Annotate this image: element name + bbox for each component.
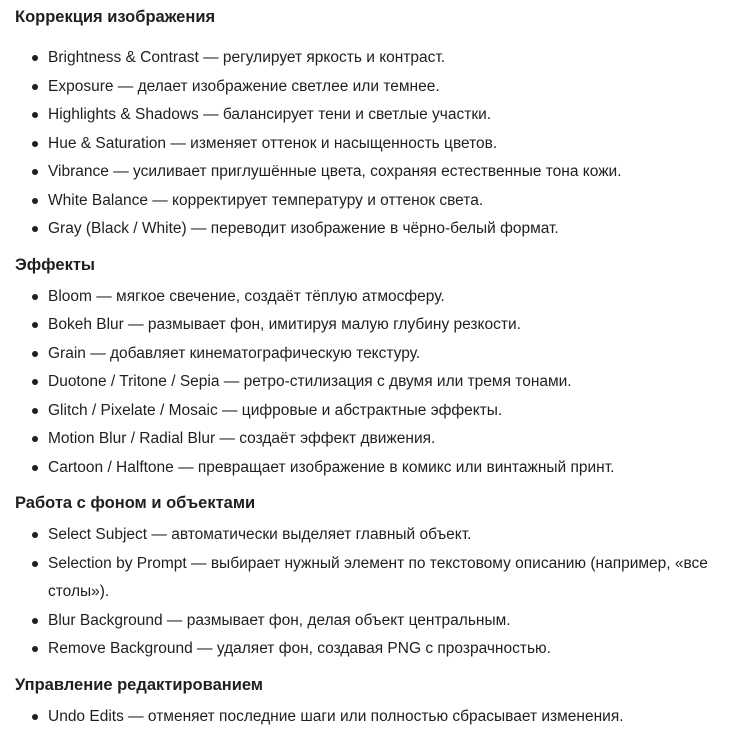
bullet-icon bbox=[32, 532, 38, 538]
section-image-correction bbox=[15, 6, 730, 244]
section-heading: Работа с фоном и объектами bbox=[15, 494, 256, 512]
list-item-text: Selection by Prompt — выбирает нужный элемент по текстовому описанию (например, «все столы»). bbox=[48, 554, 708, 600]
list-item bbox=[15, 101, 730, 130]
list-item bbox=[15, 215, 730, 244]
list-item bbox=[15, 397, 730, 426]
list-item bbox=[15, 550, 730, 607]
list-item bbox=[15, 340, 730, 369]
bullet-icon bbox=[32, 714, 38, 720]
list-item bbox=[15, 425, 730, 454]
list-item-text: Bokeh Blur — размывает фон, имитируя малую глубину резкости. bbox=[48, 316, 521, 333]
list-item bbox=[15, 703, 730, 732]
feature-list bbox=[15, 703, 730, 732]
list-item-text: Gray (Black / White) — переводит изображение в чёрно-белый формат. bbox=[48, 220, 559, 237]
bullet-icon bbox=[32, 322, 38, 328]
bullet-icon bbox=[32, 294, 38, 300]
list-item bbox=[15, 311, 730, 340]
list-item-text: Grain — добавляет кинематографическую текстуру. bbox=[48, 344, 421, 362]
list-item-text: Cartoon / Halftone — превращает изображение в комикс или винтажный принт. bbox=[48, 458, 615, 476]
bullet-icon bbox=[32, 465, 38, 471]
list-item bbox=[15, 607, 730, 636]
bullet-icon bbox=[32, 561, 38, 567]
bullet-icon bbox=[32, 84, 38, 90]
section-heading: Коррекция изображения bbox=[15, 8, 216, 26]
bullet-icon bbox=[32, 379, 38, 385]
list-item-text: Blur Background — размывает фон, делая объект центральным. bbox=[48, 611, 511, 629]
list-item bbox=[15, 187, 730, 216]
feature-list bbox=[15, 283, 730, 483]
list-item bbox=[15, 130, 730, 159]
list-item-text: Remove Background — удаляет фон, создавая PNG с прозрачностью. bbox=[48, 640, 551, 657]
list-item bbox=[15, 521, 730, 550]
list-item-text: Bloom — мягкое свечение, создаёт тёплую атмосферу. bbox=[48, 287, 445, 305]
bullet-icon bbox=[32, 198, 38, 204]
list-item-text: Undo Edits — отменяет последние шаги или полностью сбрасывает изменения. bbox=[48, 707, 624, 725]
list-item bbox=[15, 368, 730, 397]
bullet-icon bbox=[32, 112, 38, 118]
list-item bbox=[15, 283, 730, 312]
list-item bbox=[15, 635, 730, 664]
list-item-text: Glitch / Pixelate / Mosaic — цифровые и абстрактные эффекты. bbox=[48, 401, 503, 419]
list-item-text: Vibrance — усиливает приглушённые цвета, сохраняя естественные тона кожи. bbox=[48, 163, 622, 180]
bullet-icon bbox=[32, 55, 38, 61]
list-item-text: Exposure — делает изображение светлее или темнее. bbox=[48, 77, 440, 95]
bullet-icon bbox=[32, 226, 38, 232]
list-item-text: Brightness & Contrast — регулирует яркость и контраст. bbox=[48, 49, 446, 66]
bullet-icon bbox=[32, 351, 38, 357]
bullet-icon bbox=[32, 646, 38, 652]
list-item bbox=[15, 454, 730, 483]
bullet-icon bbox=[32, 408, 38, 414]
bullet-icon bbox=[32, 618, 38, 624]
feature-list bbox=[15, 44, 730, 244]
section-background-objects bbox=[15, 492, 730, 664]
feature-list bbox=[15, 521, 730, 664]
bullet-icon bbox=[32, 436, 38, 442]
section-heading: Управление редактированием bbox=[15, 675, 264, 694]
list-item bbox=[15, 44, 730, 73]
list-item-text: Hue & Saturation — изменяет оттенок и насыщенность цветов. bbox=[48, 134, 498, 152]
section-effects bbox=[15, 254, 730, 483]
list-item-text: Select Subject — автоматически выделяет главный объект. bbox=[48, 526, 472, 543]
bullet-icon bbox=[32, 141, 38, 147]
list-item bbox=[15, 158, 730, 187]
list-item-text: Motion Blur / Radial Blur — создаёт эффект движения. bbox=[48, 430, 436, 447]
list-item-text: White Balance — корректирует температуру и оттенок света. bbox=[48, 191, 484, 209]
section-heading: Эффекты bbox=[15, 255, 96, 274]
list-item-text: Highlights & Shadows — балансирует тени и светлые участки. bbox=[48, 106, 492, 123]
bullet-icon bbox=[32, 169, 38, 175]
list-item-text: Duotone / Tritone / Sepia — ретро-стилизация с двумя или тремя тонами. bbox=[48, 373, 572, 390]
list-item bbox=[15, 73, 730, 102]
section-edit-management bbox=[15, 674, 730, 732]
